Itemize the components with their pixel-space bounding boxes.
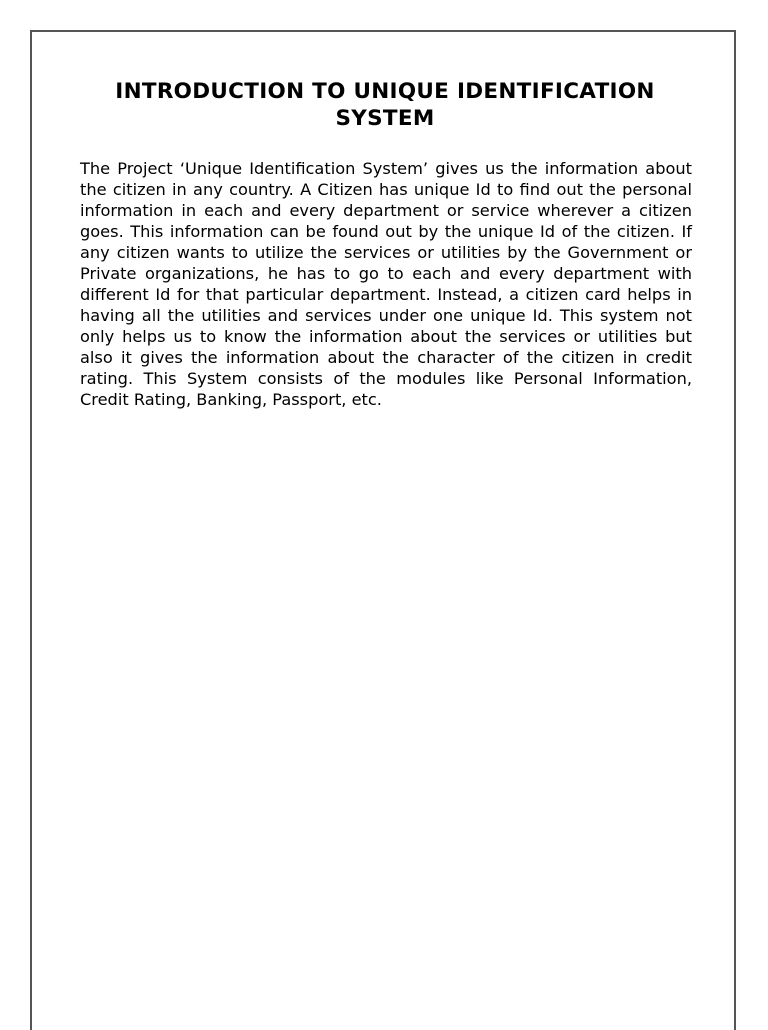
document-page xyxy=(30,30,736,1030)
introduction-paragraph: The Project ‘Unique Identification System’ gives us the information about the citizen in any country. A Citizen has unique Id to find out the personal information in each and every department or service wherever a citizen goes. This information can be found out by the unique Id of the citizen. If any citizen wants to utilize the services or utilities by the Government or Private organizations, he has to go to each and every department with different Id for that particular department. Instead, a citizen card helps in having all the utilities and services under one unique Id. This system not only helps us to know the information about the services or utilities but also it gives the information about the character of the citizen in credit rating. This System consists of the modules like Personal Information, Credit Rating, Banking, Passport, etc. xyxy=(80,159,692,409)
document-title: INTRODUCTION TO UNIQUE IDENTIFICATION SYSTEM xyxy=(115,79,655,131)
